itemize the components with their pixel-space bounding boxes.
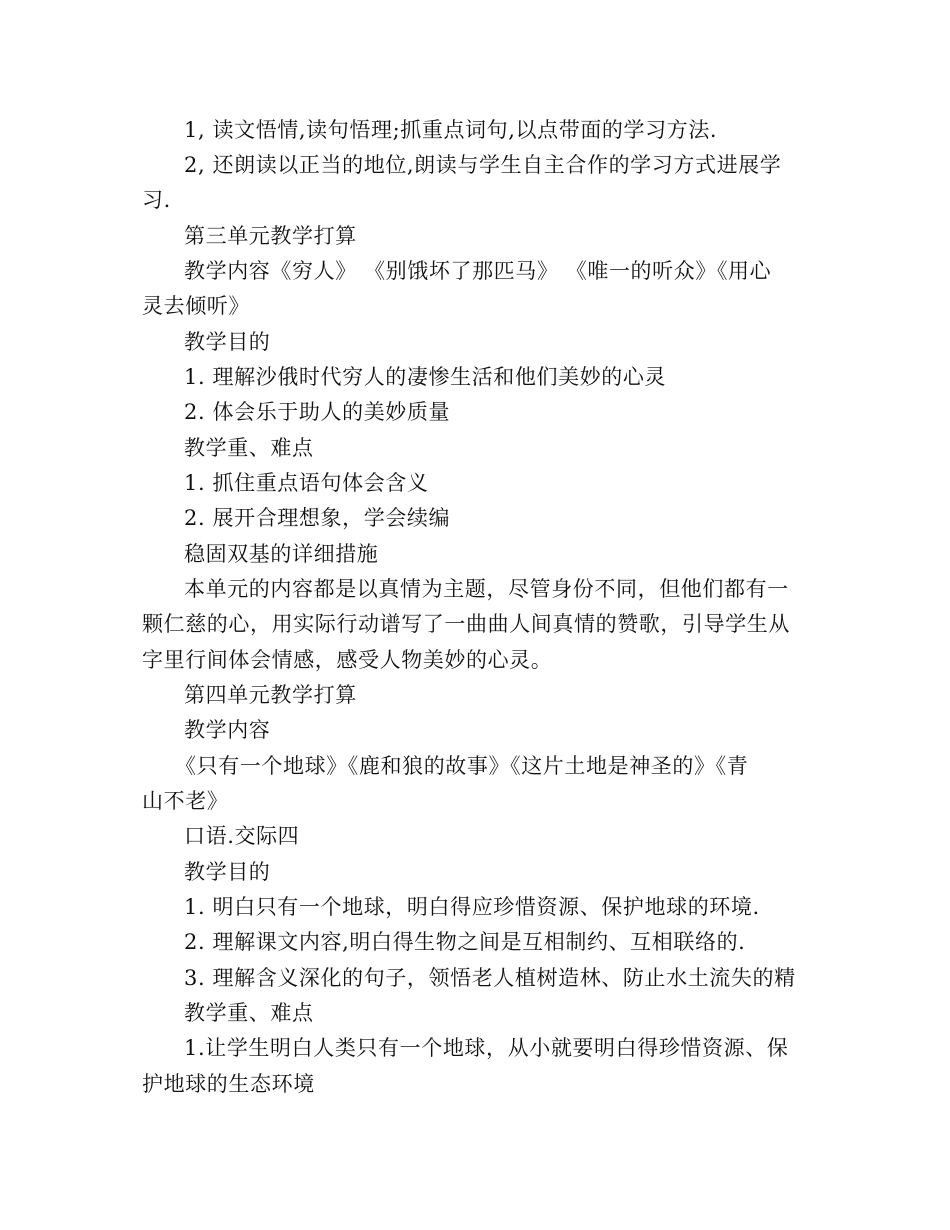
section-heading: 第三单元教学打算	[184, 224, 357, 248]
text-line: 灵去倾听》	[142, 294, 250, 318]
subheading: 教学重、难点	[184, 1001, 314, 1025]
text-line: 《只有一个地球》《鹿和狼的故事》《这片土地是神圣的》《青	[175, 754, 749, 778]
list-item: 3. 理解含义深化的句子，领悟老人植树造林、防止水土流失的精	[184, 966, 796, 990]
subheading: 教学目的	[184, 330, 271, 354]
text-line: 本单元的内容都是以真情为主题，尽管身份不同，但他们都有一	[184, 577, 789, 601]
text-line: 山不老》	[142, 789, 229, 813]
subheading: 教学重、难点	[184, 436, 314, 460]
text-line: 教学内容《穷人》 《别饿坏了那匹马》 《唯一的听众》《用心	[184, 259, 772, 283]
list-item: 2. 展开合理想象，学会续编	[184, 506, 451, 530]
text-line: 口语.交际四	[184, 824, 300, 848]
text-line: 1, 读文悟情,读句悟理;抓重点词句,以点带面的学习方法.	[184, 118, 718, 142]
subheading: 稳固双基的详细措施	[184, 542, 379, 566]
text-line: 颗仁慈的心，用实际行动谱写了一曲曲人间真情的赞歌，引导学生从	[142, 612, 790, 636]
text-line: 护地球的生态环境	[142, 1072, 315, 1096]
list-item: 1. 抓住重点语句体会含义	[184, 471, 429, 495]
list-item: 2. 体会乐于助人的美妙质量	[184, 400, 451, 424]
list-item: 1. 理解沙俄时代穷人的凄惨生活和他们美妙的心灵	[184, 365, 667, 389]
text-line: 字里行间体会情感，感受人物美妙的心灵。	[142, 648, 553, 672]
list-item: 1.让学生明白人类只有一个地球，从小就要明白得珍惜资源、保	[184, 1036, 789, 1060]
text-line: 2, 还朗读以正当的地位,朗读与学生自主合作的学习方式进展学	[184, 153, 782, 177]
text-line: 习.	[142, 188, 171, 212]
subheading: 教学内容	[184, 718, 271, 742]
list-item: 1. 明白只有一个地球，明白得应珍惜资源、保护地球的环境.	[184, 895, 760, 919]
list-item: 2. 理解课文内容,明白得生物之间是互相制约、互相联络的.	[184, 930, 746, 954]
section-heading: 第四单元教学打算	[184, 683, 357, 707]
subheading: 教学目的	[184, 860, 271, 884]
